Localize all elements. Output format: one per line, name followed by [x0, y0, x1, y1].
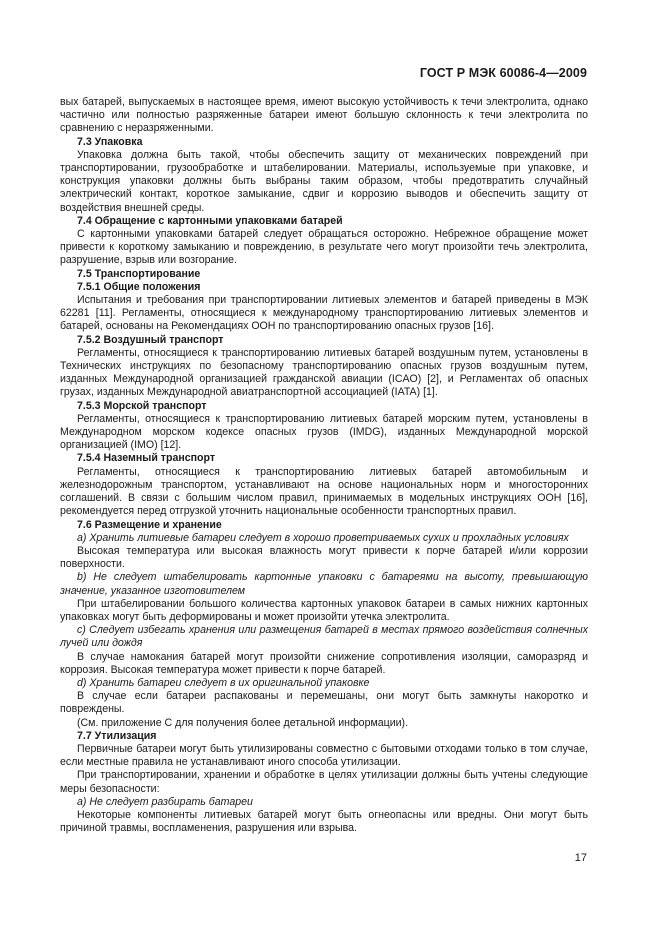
document-body [60, 96, 588, 835]
paragraph: b) Не следует штабелировать картонные упаковки с батареями на высоту, превышающую значение, указанное изготовителем [60, 571, 588, 597]
paragraph: d) Хранить батареи следует в их оригинальной упаковке [77, 676, 370, 689]
paragraph: Регламенты, относящиеся к транспортированию литиевых батарей автомобильным и железнодорожным транспортом, устанавливают на основе национальных норм и многосторонних соглашений. В связи с большим числом правил, принимаемых в модельных инструкциях ООН [16], рекомендуется перед отгрузкой уточнить национальные особенности транспортных правил. [60, 465, 588, 518]
paragraph: а) Не следует разбирать батареи [77, 795, 253, 808]
paragraph: Высокая температура или высокая влажность могут привести к порче батарей и/или коррозии поверхности. [60, 544, 588, 571]
section-heading: 7.5.2 Воздушный транспорт [77, 333, 224, 346]
paragraph: В случае если батареи распакованы и перемешаны, они могут быть замкнуты накоротко и повреждены. [60, 690, 588, 716]
section-heading: 7.6 Размещение и хранение [77, 518, 222, 531]
paragraph: Испытания и требования при транспортировании литиевых элементов и батарей приведены в МЭК 62281 [11]. Регламенты, относящиеся к международному транспортированию литиевых элементов и батарей, основаны на Рекомендациях ООН по транспортированию опасных грузов [16]. [60, 294, 588, 333]
paragraph: а) Хранить литиевые батареи следует в хорошо проветриваемых сухих и прохладных условиях [77, 531, 569, 544]
section-heading: 7.5.4 Наземный транспорт [77, 452, 216, 465]
paragraph: При транспортировании, хранении и обработке в целях утилизации должны быть учтены следующие меры безопасности: [60, 769, 588, 795]
section-heading: 7.7 Утилизация [77, 729, 157, 742]
paragraph: С картонными упаковками батарей следует обращаться осторожно. Небрежное обращение может привести к короткому замыканию и повреждению, в результате чего могут произойти течь электролита, разрушение, взрыв или возгорание. [60, 228, 588, 267]
section-heading: 7.5 Транспортирование [77, 267, 201, 280]
section-heading: 7.3 Упаковка [77, 135, 143, 148]
section-heading: 7.5.3 Морской транспорт [77, 399, 207, 412]
page-number: 17 [574, 852, 587, 864]
paragraph: Первичные батареи могут быть утилизированы совместно с бытовыми отходами только в том случае, если местные правила не устанавливают иного способа утилизации. [60, 742, 588, 769]
section-heading: 7.4 Обращение с картонными упаковками батарей [77, 214, 343, 227]
paragraph: (См. приложение С для получения более детальной информации). [77, 716, 409, 729]
paragraph: вых батарей, выпускаемых в настоящее время, имеют высокую устойчивость к течи электролита, однако частично или полностью разряженные батареи имеют большую склонность к течи электролита по сравнению с неразряженными. [60, 96, 588, 135]
paragraph: Упаковка должна быть такой, чтобы обеспечить защиту от механических повреждений при транспортировании, грузообработке и штабелировании. Материалы, используемые при упаковке, и конструкция упаковки должны быть выбраны таким образом, чтобы предотвратить случайный электрический контакт, короткое замыкание, сдвиг и коррозию выводов и обеспечить защиту от воздействия внешней среды. [60, 148, 588, 214]
section-heading: 7.5.1 Общие положения [77, 280, 201, 293]
document-header: ГОСТ Р МЭК 60086-4—2009 [419, 66, 587, 80]
paragraph: Регламенты, относящиеся к транспортированию литиевых батарей морским путем, установлены в Международном морском кодексе опасных грузов (IMDG), изданных Международной морской организацией (IMO) [12]. [60, 412, 588, 452]
paragraph: В случае намокания батарей могут произойти снижение сопротивления изоляции, саморазряд и коррозия. Высокая температура может привести к порче батарей. [60, 650, 588, 676]
paragraph: Некоторые компоненты литиевых батарей могут быть огнеопасны или вредны. Они могут быть причиной травмы, воспламенения, разрушения или взрыва. [60, 808, 588, 835]
paragraph: с) Следует избегать хранения или размещения батарей в местах прямого воздействия солнечных лучей или дождя [60, 624, 588, 650]
paragraph: Регламенты, относящиеся к транспортированию литиевых батарей воздушным путем, установлены в Технических инструкциях по безопасному транспортированию опасных грузов воздушным путем, изданных Международной организацией гражданской авиации (ICAO) [2], и Регламентах об опасных грузах, изданных Международной авиатранспортной ассоциацией (IATA) [1]. [60, 346, 588, 399]
paragraph: При штабелировании большого количества картонных упаковок батареи в самых нижних картонных упаковках могут быть деформированы и может произойти утечка электролита. [60, 597, 588, 623]
